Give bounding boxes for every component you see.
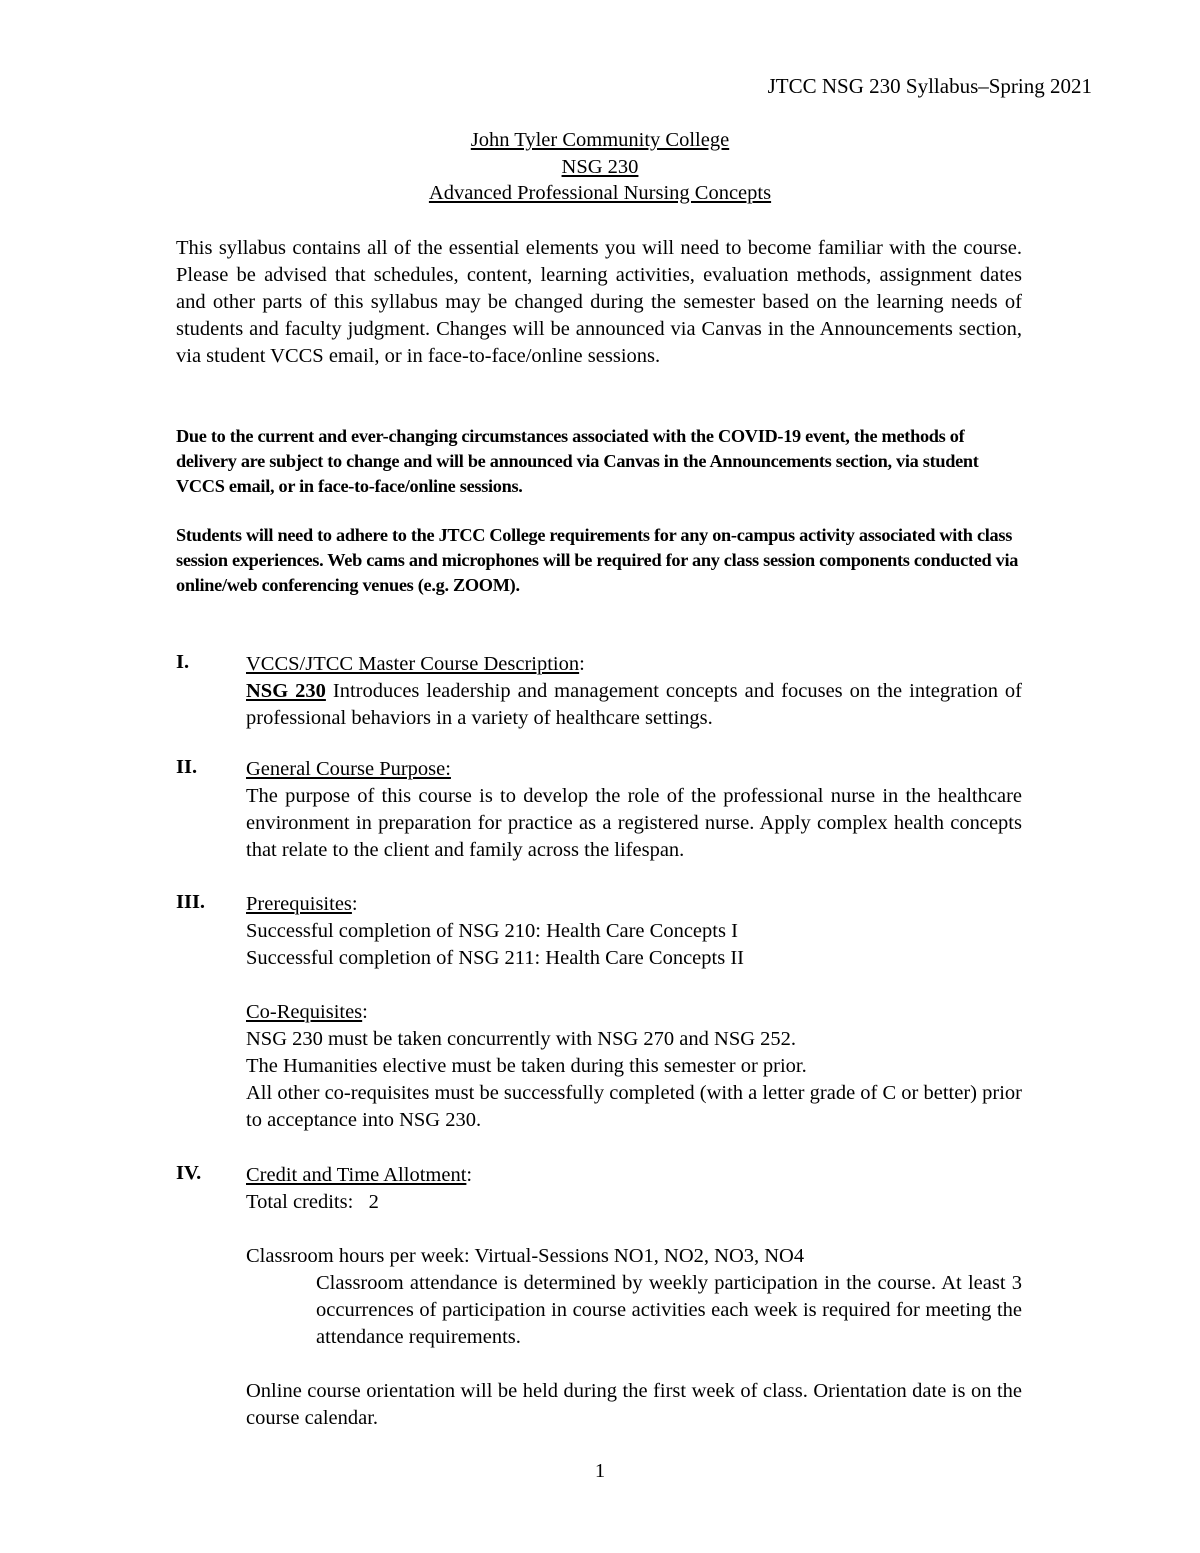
heading-suffix: : bbox=[351, 893, 358, 915]
total-credits-value: 2 bbox=[368, 1191, 379, 1213]
section-numeral-3: III. bbox=[176, 891, 206, 913]
orientation-text: Online course orientation will be held during the first week of class. Orientation date is on the course calendar. bbox=[246, 1380, 1022, 1429]
section-numeral-1: I. bbox=[176, 651, 190, 673]
running-header: JTCC NSG 230 Syllabus–Spring 2021 bbox=[767, 74, 1092, 98]
section-text bbox=[246, 678, 1022, 732]
section-numeral-4: IV. bbox=[176, 1162, 202, 1184]
section-prerequisites bbox=[246, 891, 1022, 1134]
classroom-hours: Classroom hours per week: Virtual-Sessions NO1, NO2, NO3, NO4 bbox=[246, 1245, 805, 1267]
heading-suffix: : bbox=[466, 1164, 473, 1186]
course-code: NSG 230 bbox=[561, 155, 639, 178]
section-course-description bbox=[246, 651, 1022, 732]
title-block bbox=[0, 127, 1200, 207]
intro-paragraph: This syllabus contains all of the essential elements you will need to become familiar with the course. Please be advised that schedules, content, learning activities, evaluation methods, assignment dates and other parts of this syllabus may be changed during the semester based on the learning needs of students and faculty judgment. Changes will be announced via Canvas in the Announcements section, via student VCCS email, or in face-to-face/online sessions. bbox=[176, 237, 1022, 367]
corequisite-line: NSG 230 must be taken concurrently with NSG 270 and NSG 252. bbox=[246, 1028, 797, 1050]
college-name: John Tyler Community College bbox=[470, 129, 730, 151]
section-text: The purpose of this course is to develop the role of the professional nurse in the healthcare environment in preparation for practice as a registered nurse. Apply complex health concepts that relate to the client and family across the lifespan. bbox=[246, 785, 1022, 861]
total-credits bbox=[246, 1189, 1022, 1216]
prerequisite-line: Successful completion of NSG 211: Health Care Concepts II bbox=[246, 947, 744, 969]
page-number: 1 bbox=[594, 1460, 606, 1482]
section-credit-time bbox=[246, 1162, 1022, 1432]
heading-suffix: : bbox=[362, 1001, 368, 1023]
total-credits-label: Total credits: bbox=[246, 1191, 354, 1213]
course-name: Advanced Professional Nursing Concepts bbox=[428, 182, 772, 204]
heading-suffix: : bbox=[579, 653, 585, 675]
section-heading: VCCS/JTCC Master Course Description bbox=[246, 653, 580, 675]
section-heading: General Course Purpose: bbox=[246, 758, 451, 780]
student-requirements-notice: Students will need to adhere to the JTCC College requirements for any on-campus activity associated with class session experiences. Web cams and microphones will be required for any class session components conducted via online/web conferencing venues (e.g. ZOOM). bbox=[176, 525, 1019, 595]
prerequisite-line: Successful completion of NSG 210: Health Care Concepts I bbox=[246, 920, 738, 942]
corequisite-line: The Humanities elective must be taken during this semester or prior. bbox=[246, 1055, 807, 1077]
course-code-bold: NSG 230 bbox=[246, 680, 326, 702]
section-course-purpose bbox=[246, 756, 1022, 864]
section-numeral-2: II. bbox=[176, 756, 198, 778]
section-heading: Prerequisites bbox=[246, 893, 352, 915]
section-heading: Credit and Time Allotment bbox=[246, 1164, 467, 1186]
corequisites-heading: Co-Requisites bbox=[246, 1001, 363, 1023]
corequisite-line: All other co-requisites must be successfully completed (with a letter grade of C or better) prior to acceptance into NSG 230. bbox=[246, 1082, 1022, 1131]
attendance-text: Classroom attendance is determined by weekly participation in the course. At least 3 occurrences of participation in course activities each week is required for meeting the attendance requirements. bbox=[316, 1272, 1022, 1348]
description-text: Introduces leadership and management concepts and focuses on the integration of professional behaviors in a variety of healthcare settings. bbox=[246, 680, 1022, 729]
covid-notice: Due to the current and ever-changing circumstances associated with the COVID-19 event, the methods of delivery are subject to change and will be announced via Canvas in the Announcements section, via student VCCS email, or in face-to-face/online sessions. bbox=[176, 426, 979, 496]
